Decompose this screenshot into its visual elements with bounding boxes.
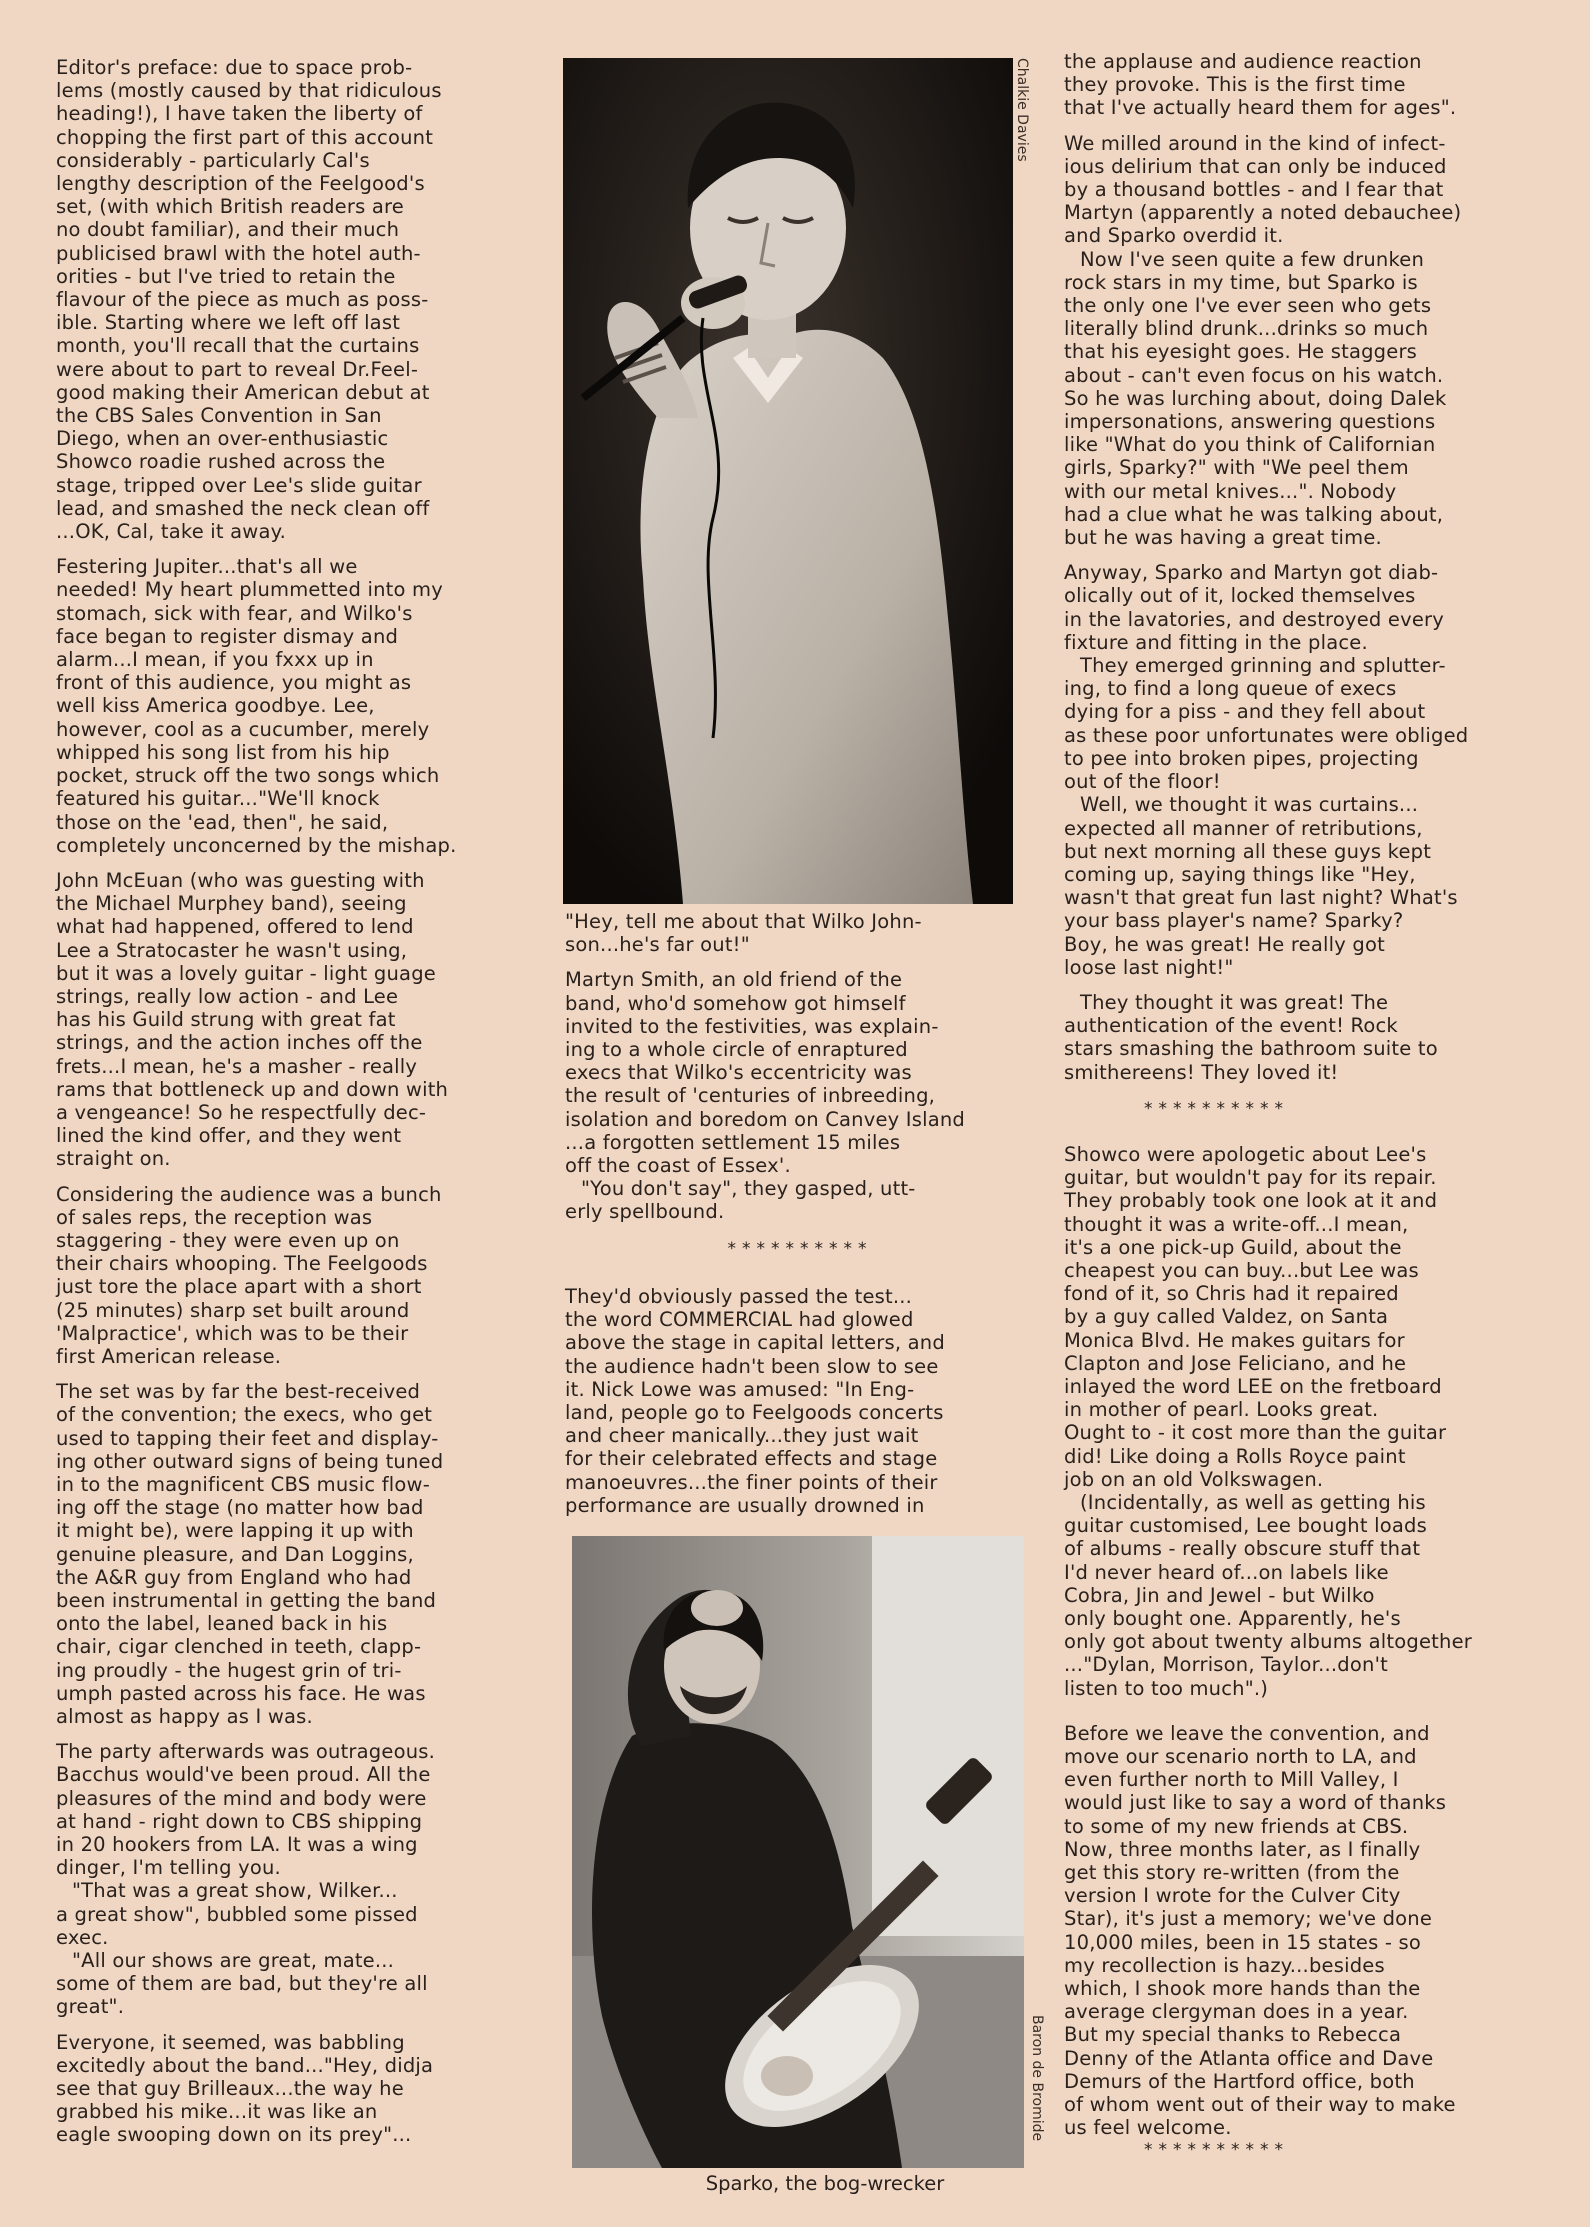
paragraph: Well, we thought it was curtains... expected all manner of retributions, but next morning all these guys kept coming up, saying things like "Hey, wasn't that great fun last night? What's your bass player's name? Sparky? Boy, he was great! He really got loose last night!" — [1064, 793, 1458, 979]
paragraph: We milled around in the kind of infect- ious delirium that can only be induced by a thousand bottles - and I fear that Martyn (apparently a noted debauchee) and Sparko overdid it. — [1064, 131, 1462, 248]
column-right — [1064, 50, 1544, 2183]
paragraph: "You don't say", they gasped, utt- erly spellbound. — [565, 1177, 916, 1224]
photo-singer-with-microphone — [563, 58, 1013, 904]
column-middle-bottom — [565, 1285, 1035, 1517]
photo-credit: Baron de Bromide — [1029, 2015, 1045, 2142]
section-divider: ********** — [727, 1238, 873, 1259]
photo-credit: Chalkie Davies — [1014, 58, 1030, 162]
paragraph: The set was by far the best-received of the convention; the execs, who get used to tapping their feet and display- ing other outward signs of being tuned in to the magnificent CBS music flow- ing off the stage (no matter how bad it might be), were lapping it up with genuine pleasure, and Dan Loggins, the A&R guy from England who had been instrumental in getting the band onto the label, leaned back in his chair, cigar clenched in teeth, clapp- ing proudly - the hugest grin of tri- umph pasted across his face. He was almost as happy as I was. — [56, 1380, 444, 1729]
paragraph: Considering the audience was a bunch of sales reps, the reception was staggering - they were even up on their chairs whooping. The Feelgoods just tore the place apart with a short (25 minutes) sharp set built around 'Malpractice', which was to be their first American release. — [56, 1182, 442, 1368]
paragraph: They thought it was great! The authentication of the event! Rock stars smashing the bathroom suite to smithereens! They loved it! — [1064, 990, 1438, 1084]
paragraph: They'd obviously passed the test... the word COMMERCIAL had glowed above the stage in capital letters, and the audience hadn't been slow to see it. Nick Lowe was amused: "In Eng- land, people go to Feelgoods concerts and cheer manically...they just wait for their celebrated effects and stage manoeuvres...the finer points of their performance are usually drowned in — [565, 1285, 945, 1517]
paragraph: Martyn Smith, an old friend of the band, who'd somehow got himself invited to the festivities, was explain- ing to a whole circle of enraptured execs that Wilko's eccentricity was the result of 'centuries of inbreeding, isolation and boredom on Canvey Island ...a forgotten settlement 15 miles off the coast of Essex'. — [565, 968, 966, 1178]
photo-bassist-with-guitar — [572, 1536, 1024, 2168]
section-divider: ********** — [1144, 1098, 1289, 1119]
paragraph: the applause and audience reaction they provoke. This is the first time that I've actually heard them for ages". — [1064, 50, 1457, 120]
paragraph: Everyone, it seemed, was babbling excitedly about the band..."Hey, didja see that guy Brilleaux...the way he grabbed his mike...it was like an eagle swooping down on its prey"... — [56, 2030, 434, 2147]
paragraph: Before we leave the convention, and move our scenario north to LA, and even further north to Mill Valley, I would just like to say a word of thanks to some of my new friends at CBS. Now, three months later, as I finally get this story re-written (from the version I wrote for the Culver City Star), it's just a memory; we've done 10,000 miles, been in 15 states - so my recollection is hazy...besides which, I shook more hands than the average clergyman does in a year. But my special thanks to Rebecca Denny of the Atlanta office and Dave Demurs of the Hartford office, both of whom went out of their way to make us feel welcome. — [1064, 1721, 1456, 2140]
bassist-photo-illustration — [572, 1536, 1024, 2168]
paragraph: "That was a great show, Wilker... a great show", bubbled some pissed exec. — [56, 1879, 418, 1949]
paragraph: "All our shows are great, mate... some of them are bad, but they're all great". — [56, 1949, 428, 2019]
photo-caption: Sparko, the bog-wrecker — [705, 2172, 945, 2195]
paragraph: (Incidentally, as well as getting his guitar customised, Lee bought loads of albums - really obscure stuff that I'd never heard of...on labels like Cobra, Jin and Jewel - but Wilko only bought one. Apparently, he's only got about twenty albums altogether ..."Dylan, Morrison, Taylor...don't listen to too much".) — [1064, 1490, 1472, 1700]
column-middle-top — [565, 910, 1035, 1281]
paragraph: Showco were apologetic about Lee's guitar, but wouldn't pay for its repair. They probably took one look at it and thought it was a write-off...I mean, it's a one pick-up Guild, about the cheapest you can buy...but Lee was fond of it, so Chris had it repaired by a guy called Valdez, on Santa Monica Blvd. He makes guitars for Clapton and Jose Feliciano, and he inlayed the word LEE on the fretboard in mother of pearl. Looks great. Ought to - it cost more than the guitar did! Like doing a Rolls Royce paint job on an old Volkswagen. — [1064, 1142, 1447, 1491]
paragraph: The party afterwards was outrageous. Bacchus would've been proud. All the pleasures of the mind and body were at hand - right down to CBS shipping in 20 hookers from LA. It was a wing dinger, I'm telling you. — [56, 1740, 436, 1880]
column-left — [56, 56, 526, 2147]
editors-preface: Editor's preface: due to space prob- lems (mostly caused by that ridiculous heading!), I have taken the liberty of chopping the first part of this account considerably - particularly Cal's lengthy description of the Feelgood's set, (with which British readers are no doubt familiar), and their much publicised brawl with the hotel auth- orities - but I've tried to retain the flavour of the piece as much as poss- ible. Starting where we left off last month, you'll recall that the curtains were about to part to reveal Dr.Feel- good making their American debut at the CBS Sales Convention in San Diego, when an over-enthusiastic Showco roadie rushed across the stage, tripped over Lee's slide guitar lead, and smashed the neck clean off ...OK, Cal, take it away. — [56, 56, 442, 544]
paragraph: Now I've seen quite a few drunken rock stars in my time, but Sparko is the only one I've ever seen who gets literally blind drunk...drinks so much that his eyesight goes. He staggers about - can't even focus on his watch. So he was lurching about, doing Dalek impersonations, answering questions like "What do you think of Californian girls, Sparky?" with "We peel them with our metal knives...". Nobody had a clue what he was talking about, but he was having a great time. — [1064, 247, 1447, 550]
paragraph: Anyway, Sparko and Martyn got diab- olically out of it, locked themselves in the lavatories, and destroyed every fixture and fitting in the place. — [1064, 561, 1444, 654]
paragraph: John McEuan (who was guesting with the Michael Murphey band), seeing what had happened, offered to lend Lee a Stratocaster he wasn't using, but it was a lovely guitar - light guage strings, really low action - and Lee has his Guild strung with great fat strings, and the action inches off the frets...I mean, he's a masher - really rams that bottleneck up and down with a vengeance! So he respectfully dec- lined the kind offer, and they went straight on. — [56, 868, 449, 1171]
section-divider: ********** — [1144, 2140, 1289, 2161]
paragraph: They emerged grinning and splutter- ing, to find a long queue of execs dying for a piss - and they fell about as these poor unfortunates were obliged to pee into broken pipes, projecting out of the floor! — [1064, 654, 1469, 794]
singer-photo-illustration — [563, 58, 1013, 904]
paragraph: Festering Jupiter...that's all we needed! My heart plummetted into my stomach, sick with fear, and Wilko's face began to register dismay and alarm...I mean, if you fxxx up in front of this audience, you might as well kiss America goodbye. Lee, however, cool as a cucumber, merely whipped his song list from his hip pocket, struck off the two songs which featured his guitar..."We'll knock those on the 'ead, then", he said, completely unconcerned by the mishap. — [56, 555, 457, 857]
photo-caption: "Hey, tell me about that Wilko John- son...he's far out!" — [565, 910, 922, 957]
